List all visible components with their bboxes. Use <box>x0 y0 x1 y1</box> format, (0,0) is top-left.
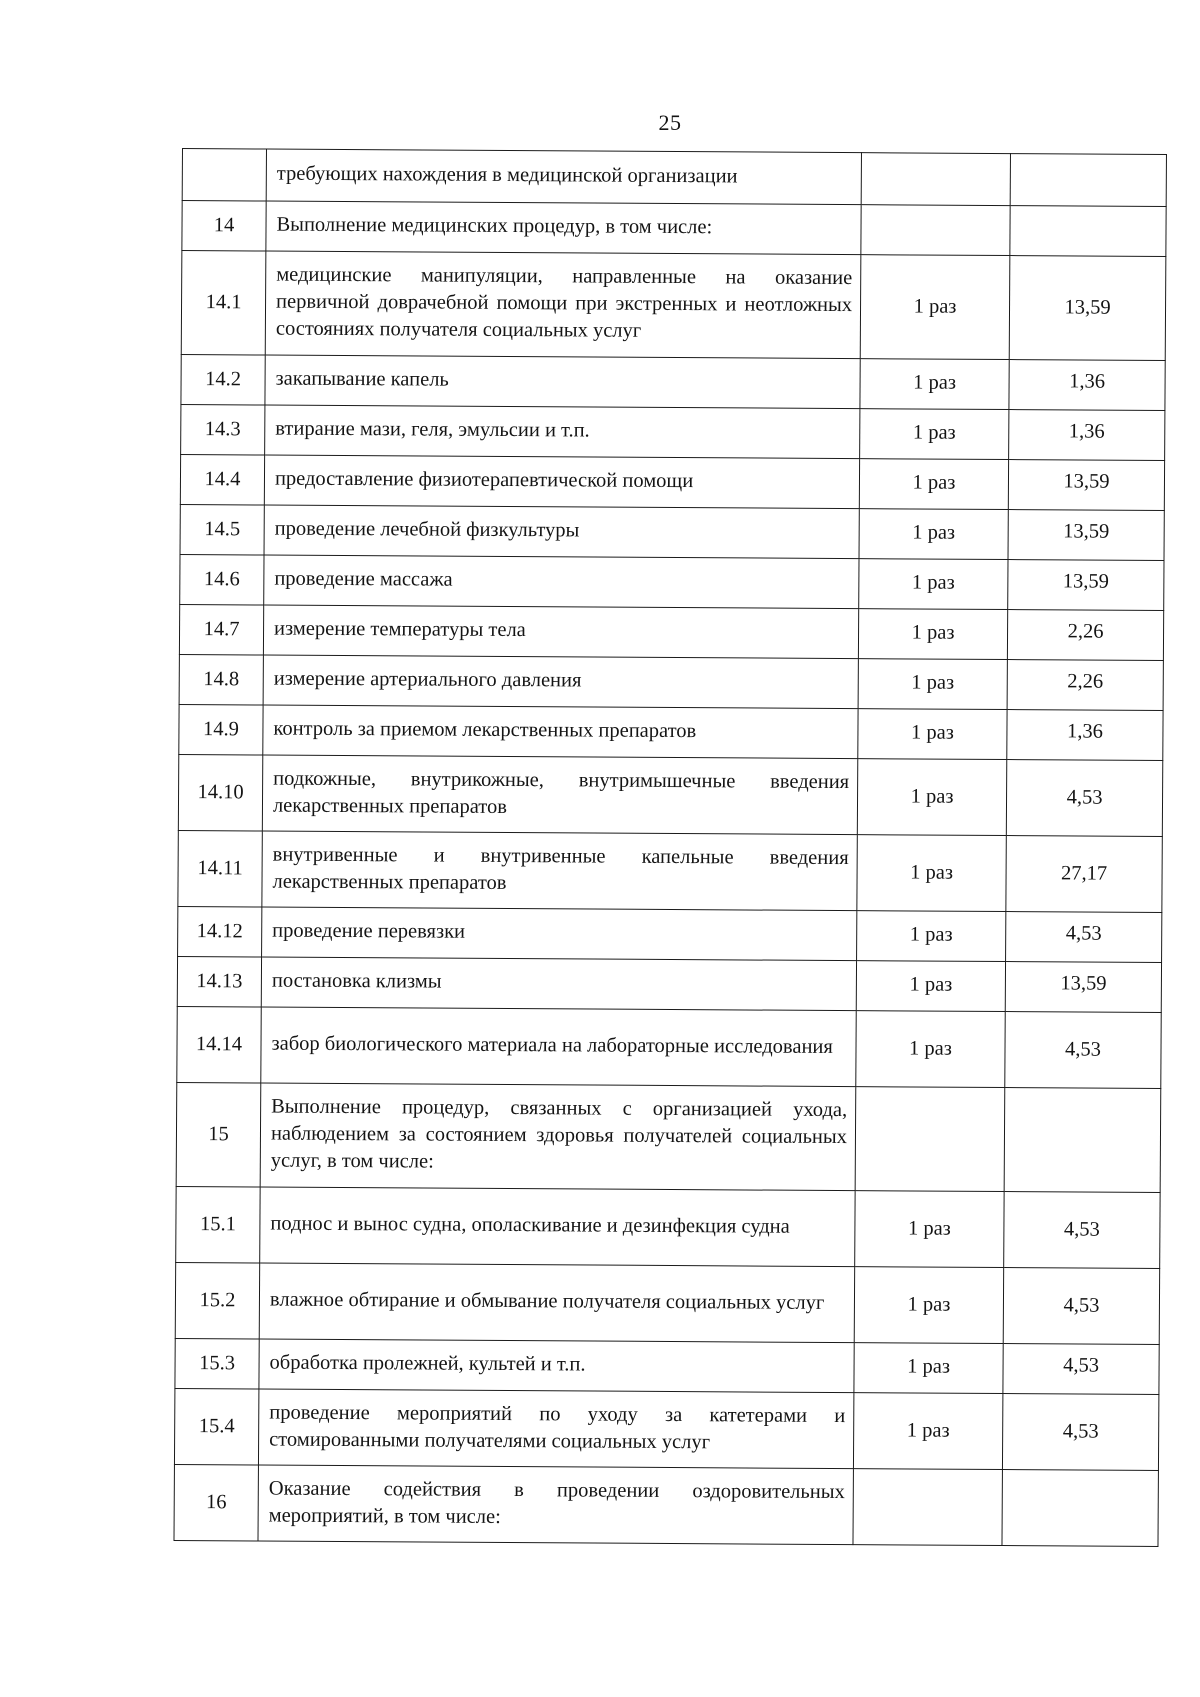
table-row <box>176 1186 1160 1268</box>
row-number-cell: 14.8 <box>179 654 263 705</box>
service-name-cell: Оказание содействия в проведении оздоровительных мероприятий, в том числе: <box>258 1465 853 1545</box>
price-cell: 1,36 <box>1007 710 1163 761</box>
table-row <box>180 454 1164 510</box>
unit-cell: 1 раз <box>859 509 1008 560</box>
unit-cell: 1 раз <box>856 1011 1005 1088</box>
unit-cell: 1 раз <box>860 359 1009 410</box>
price-cell <box>1010 154 1166 207</box>
table-row <box>179 654 1163 710</box>
table-row <box>178 830 1162 912</box>
price-cell: 13,59 <box>1008 460 1164 511</box>
table-row <box>175 1338 1159 1394</box>
table-row <box>179 704 1163 760</box>
service-name-cell: подкожные, внутрикожные, внутримышечные введения лекарственных препаратов <box>262 755 857 835</box>
row-number-cell: 16 <box>174 1464 258 1541</box>
table-row <box>181 404 1165 460</box>
unit-cell: 1 раз <box>858 709 1007 760</box>
unit-cell: 1 раз <box>858 609 1007 660</box>
price-cell: 2,26 <box>1007 610 1163 661</box>
table-row <box>181 354 1165 410</box>
service-name-cell: поднос и вынос судна, ополаскивание и дезинфекция судна <box>260 1187 855 1267</box>
row-number-cell: 15.2 <box>175 1262 259 1339</box>
service-name-cell: проведение лечебной физкультуры <box>264 505 859 559</box>
row-number-cell: 14.10 <box>178 754 262 831</box>
row-number-cell: 15.1 <box>176 1186 260 1263</box>
service-name-cell: закапывание капель <box>265 355 860 409</box>
unit-cell: 1 раз <box>854 1343 1003 1394</box>
service-name-cell: требующих нахождения в медицинской организации <box>266 149 861 205</box>
table-row <box>178 754 1162 836</box>
unit-cell: 1 раз <box>860 409 1009 460</box>
table-row <box>175 1262 1159 1344</box>
service-name-cell: втирание мази, геля, эмульсии и т.п. <box>265 405 860 459</box>
row-number-cell: 14.9 <box>179 704 263 755</box>
table-row <box>174 1388 1158 1470</box>
price-cell: 13,59 <box>1005 962 1161 1013</box>
service-name-cell: проведение мероприятий по уходу за катетерами и стомированными получателями социальных услуг <box>258 1389 853 1469</box>
unit-cell: 1 раз <box>857 911 1006 962</box>
page-number: 25 <box>658 110 682 135</box>
row-number-cell: 15.3 <box>175 1338 259 1389</box>
row-number-cell: 14.11 <box>178 830 262 907</box>
table-row <box>178 906 1162 962</box>
unit-cell: 1 раз <box>859 459 1008 510</box>
row-number-cell: 14.4 <box>180 454 264 505</box>
unit-cell <box>853 1469 1002 1546</box>
table-row <box>182 149 1166 207</box>
price-cell: 4,53 <box>1006 912 1162 963</box>
table-row <box>174 1464 1158 1546</box>
unit-cell <box>855 1087 1005 1192</box>
service-name-cell: постановка клизмы <box>261 957 856 1011</box>
price-cell: 13,59 <box>1009 256 1166 361</box>
row-number-cell: 14.3 <box>181 404 265 455</box>
table-row <box>180 554 1164 610</box>
price-cell: 4,53 <box>1003 1344 1159 1395</box>
table-row <box>176 1082 1161 1192</box>
row-number-cell: 14.5 <box>180 504 264 555</box>
price-cell: 13,59 <box>1008 560 1164 611</box>
row-number-cell: 14.13 <box>177 956 261 1007</box>
service-name-cell: влажное обтирание и обмывание получателя социальных услуг <box>259 1263 854 1343</box>
row-number-cell: 14.2 <box>181 354 265 405</box>
service-name-cell: проведение массажа <box>264 555 859 609</box>
table-row <box>179 604 1163 660</box>
unit-cell: 1 раз <box>853 1393 1002 1470</box>
service-name-cell: измерение температуры тела <box>263 605 858 659</box>
service-name-cell: забор биологического материала на лабораторные исследования <box>261 1007 856 1087</box>
row-number-cell: 14.12 <box>178 906 262 957</box>
price-cell: 4,53 <box>1003 1268 1159 1345</box>
table-row <box>177 1006 1161 1088</box>
unit-cell: 1 раз <box>854 1267 1003 1344</box>
service-name-cell: проведение перевязки <box>262 907 857 961</box>
unit-cell: 1 раз <box>860 255 1010 360</box>
service-name-cell: обработка пролежней, культей и т.п. <box>259 1339 854 1393</box>
price-cell <box>1002 1470 1158 1547</box>
price-cell <box>1010 206 1166 257</box>
unit-cell <box>861 205 1010 256</box>
table-row <box>180 504 1164 560</box>
row-number-cell: 15.4 <box>174 1388 258 1465</box>
service-name-cell: предоставление физиотерапевтической помощи <box>264 455 859 509</box>
services-table <box>173 148 1166 1547</box>
unit-cell <box>861 153 1010 206</box>
row-number-cell: 14.1 <box>181 251 266 356</box>
table-row <box>177 956 1161 1012</box>
price-cell: 4,53 <box>1002 1394 1158 1471</box>
services-table-body <box>174 149 1166 1547</box>
row-number-cell: 14.14 <box>177 1006 261 1083</box>
price-cell: 1,36 <box>1009 410 1165 461</box>
unit-cell: 1 раз <box>857 835 1006 912</box>
row-number-cell: 14.7 <box>179 604 263 655</box>
price-cell: 4,53 <box>1004 1192 1160 1269</box>
service-name-cell: Выполнение медицинских процедур, в том числе: <box>266 201 861 255</box>
service-name-cell: внутривенные и внутривенные капельные введения лекарственных препаратов <box>262 831 857 911</box>
price-cell: 4,53 <box>1006 760 1162 837</box>
unit-cell: 1 раз <box>855 1191 1004 1268</box>
price-cell: 2,26 <box>1007 660 1163 711</box>
row-number-cell <box>182 149 266 202</box>
unit-cell: 1 раз <box>856 961 1005 1012</box>
table-row <box>181 251 1166 361</box>
price-cell: 27,17 <box>1006 836 1162 913</box>
row-number-cell: 14 <box>182 201 266 252</box>
service-name-cell: измерение артериального давления <box>263 655 858 709</box>
service-name-cell: Выполнение процедур, связанных с организацией ухода, наблюдением за состоянием здоровья получателей социальных услуг, в том числе: <box>260 1083 856 1191</box>
price-cell: 1,36 <box>1009 360 1165 411</box>
row-number-cell: 15 <box>176 1082 261 1187</box>
unit-cell: 1 раз <box>859 559 1008 610</box>
price-cell <box>1004 1088 1161 1193</box>
price-cell: 13,59 <box>1008 510 1164 561</box>
unit-cell: 1 раз <box>858 659 1007 710</box>
row-number-cell: 14.6 <box>180 554 264 605</box>
service-name-cell: медицинские манипуляции, направленные на оказание первичной доврачебной помощи при экстренных и неотложных состояниях получателя социальных услуг <box>265 251 861 359</box>
service-name-cell: контроль за приемом лекарственных препаратов <box>263 705 858 759</box>
unit-cell: 1 раз <box>857 759 1006 836</box>
table-row <box>182 201 1166 257</box>
price-cell: 4,53 <box>1005 1012 1161 1089</box>
